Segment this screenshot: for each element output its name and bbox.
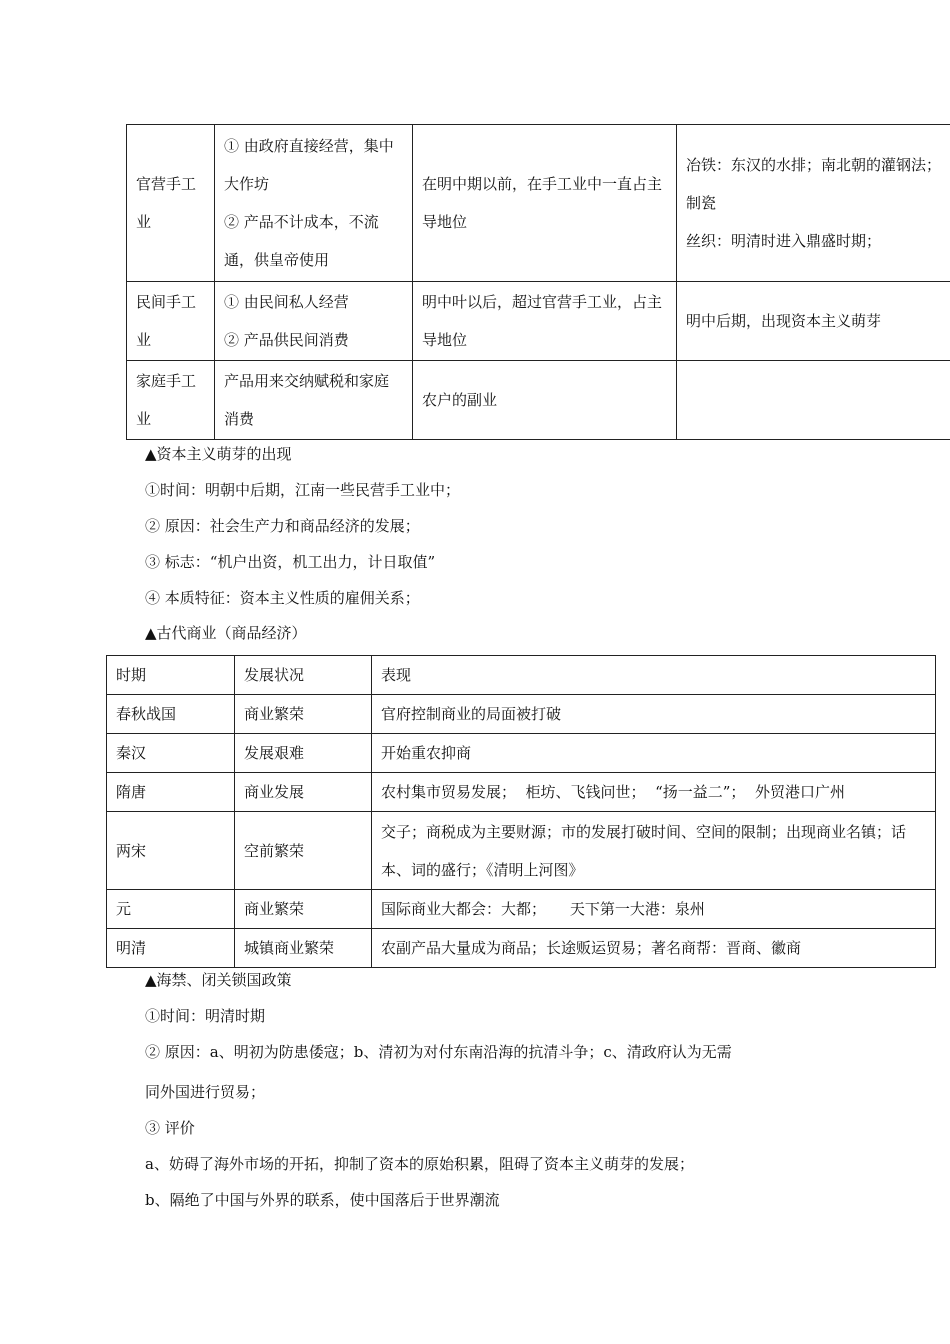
table-cell: 农副产品大量成为商品；长途贩运贸易；著名商帮：晋商、徽商 (372, 929, 936, 968)
table-cell: 开始重农抑商 (372, 734, 936, 773)
table-cell: 春秋战国 (107, 695, 235, 734)
table-cell: 商业繁荣 (235, 695, 372, 734)
table-cell: 明中后期，出现资本主义萌芽 (677, 282, 950, 361)
table-row (127, 125, 950, 282)
list-item: a、妨碍了海外市场的开拓，抑制了资本的原始积累，阻碍了资本主义萌芽的发展； (145, 1155, 694, 1173)
list-item: ①时间：明朝中后期，江南一些民营手工业中； (145, 481, 461, 499)
list-item: ③ 标志：“机户出资，机工出力，计日取值” (145, 553, 436, 571)
commerce-table (106, 655, 936, 968)
list-item: ④ 本质特征：资本主义性质的雇佣关系； (145, 589, 420, 607)
table-row (107, 734, 936, 773)
table-cell: 元 (107, 890, 235, 929)
table-cell: 商业发展 (235, 773, 372, 812)
cell-line: 冶铁：东汉的水排；南北朝的灌钢法； (686, 156, 942, 174)
table-row (107, 812, 936, 890)
table-cell: 国际商业大都会：大都； 天下第一大港：泉州 (372, 890, 936, 929)
section-heading: ▲古代商业（商品经济） (145, 624, 307, 642)
table-cell: 空前繁荣 (235, 812, 372, 890)
table-cell: 秦汉 (107, 734, 235, 773)
table-cell: 城镇商业繁荣 (235, 929, 372, 968)
table-row (107, 773, 936, 812)
cell-line: ① 由政府直接经营，集中大作坊 (224, 137, 394, 193)
table-cell: 农村集市贸易发展； 柜坊、飞钱问世； “扬一益二”； 外贸港口广州 (372, 773, 936, 812)
table-cell: 商业繁荣 (235, 890, 372, 929)
list-item: ② 原因：社会生产力和商品经济的发展； (145, 517, 420, 535)
table-cell: 隋唐 (107, 773, 235, 812)
table-row (107, 929, 936, 968)
table-cell: 官府控制商业的局面被打破 (372, 695, 936, 734)
cell-line: ② 产品不计成本，不流通，供皇帝使用 (224, 213, 379, 269)
table-cell: 发展艰难 (235, 734, 372, 773)
table-header-row (107, 656, 936, 695)
table-cell: 家庭手工业 (127, 361, 215, 440)
column-header: 表现 (372, 656, 936, 695)
table-cell: 官营手工业 (127, 125, 215, 282)
table-cell (677, 125, 950, 282)
table-cell: 交子；商税成为主要财源；市的发展打破时间、空间的限制；出现商业名镇；话本、词的盛行；《清明上河图》 (372, 812, 936, 890)
column-header: 发展状况 (235, 656, 372, 695)
handicraft-table (126, 124, 950, 440)
table-cell: 在明中期以前，在手工业中一直占主导地位 (413, 125, 677, 282)
table-cell (677, 361, 950, 440)
list-item: ③ 评价 (145, 1119, 195, 1137)
table-row (107, 890, 936, 929)
table-cell: 两宋 (107, 812, 235, 890)
list-item: ② 原因：a、明初为防患倭寇；b、清初为对付东南沿海的抗清斗争；c、清政府认为无需 (145, 1043, 732, 1061)
table-row (107, 695, 936, 734)
cell-line: ① 由民间私人经营 (224, 293, 349, 311)
table-cell: 明中叶以后，超过官营手工业，占主导地位 (413, 282, 677, 361)
table-cell: 农户的副业 (413, 361, 677, 440)
table-row (127, 361, 950, 440)
table-cell (215, 125, 413, 282)
table-cell: 民间手工业 (127, 282, 215, 361)
cell-line: ② 产品供民间消费 (224, 331, 349, 349)
list-item: 同外国进行贸易； (145, 1083, 266, 1101)
section-heading: ▲资本主义萌芽的出现 (145, 445, 292, 463)
list-item: b、隔绝了中国与外界的联系，使中国落后于世界潮流 (145, 1191, 500, 1209)
table-cell (215, 282, 413, 361)
table-row (127, 282, 950, 361)
table-cell: 产品用来交纳赋税和家庭消费 (215, 361, 413, 440)
cell-line: 丝织：明清时进入鼎盛时期； (686, 232, 882, 250)
table-cell: 明清 (107, 929, 235, 968)
column-header: 时期 (107, 656, 235, 695)
cell-line: 制瓷 (686, 194, 717, 212)
list-item: ①时间：明清时期 (145, 1007, 266, 1025)
section-heading: ▲海禁、闭关锁国政策 (145, 971, 292, 989)
